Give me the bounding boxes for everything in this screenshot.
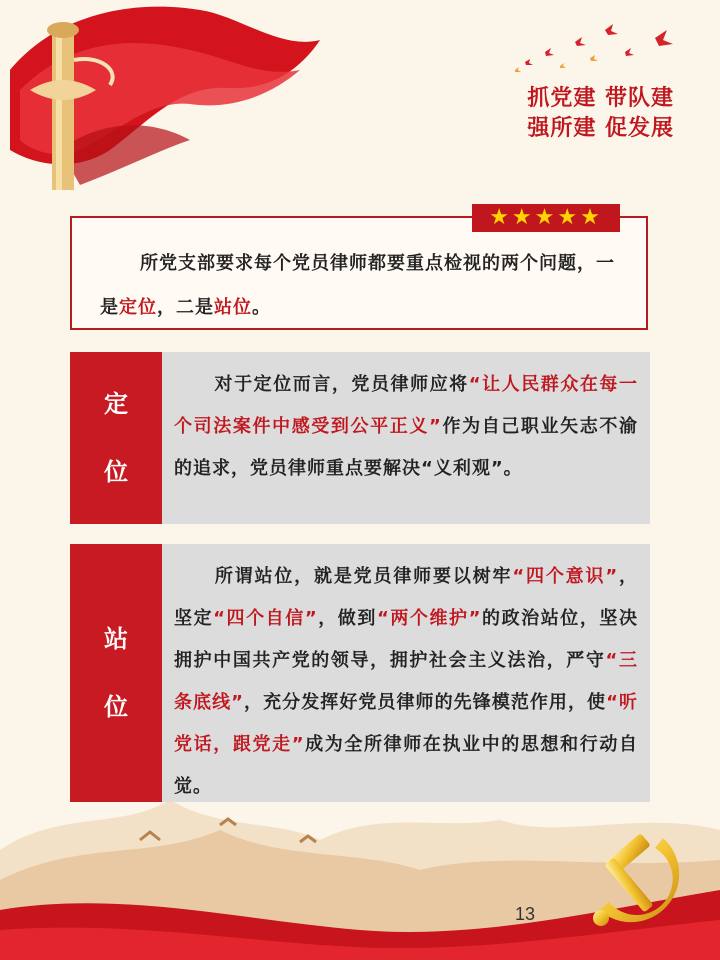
intro-text-part: 所党支部要求每个党员律师都要重点检视的两个问题，一是 <box>100 253 615 318</box>
intro-text <box>100 242 630 330</box>
doves-decoration <box>505 18 705 78</box>
slogan-line-2: 强所建 促发展 <box>527 116 674 141</box>
body-highlight: “四个意识” <box>512 566 619 587</box>
body-highlight: “让人民群众在每一个司法案件中感受到公平正义” <box>174 374 638 437</box>
intro-highlight-dingwei: 定位 <box>119 297 157 318</box>
label-char: 站 <box>104 625 128 653</box>
body-text: ，充分发挥好党员律师的先锋模范作用，使 <box>244 692 607 713</box>
five-stars-badge: ★★★★★ <box>472 204 620 232</box>
body-text: 作为自己职业矢志不渝的追求，党员律师重点要解决“义利观”。 <box>174 416 638 479</box>
body-highlight: “两个维护” <box>376 608 482 629</box>
body-highlight: “四个自信” <box>213 608 318 629</box>
section-body-dingwei <box>174 364 638 490</box>
label-char: 位 <box>104 458 128 486</box>
intro-text-part: ，二是 <box>157 297 214 318</box>
label-char: 位 <box>104 693 128 721</box>
intro-box <box>70 205 648 330</box>
hammer-sickle-emblem <box>575 820 695 940</box>
flag-pillar-decoration <box>0 0 340 200</box>
page-number: 13 <box>514 904 536 924</box>
intro-text-part: 。 <box>252 297 271 318</box>
body-text: 的政治站位，坚决拥护中国共产党的领导，拥护社会主义法治，严守 <box>174 608 639 671</box>
section-label-zhanwei <box>70 544 162 802</box>
intro-highlight-zhanwei: 站位 <box>214 297 252 318</box>
body-text: 成为全所律师在执业中的思想和行动自觉。 <box>174 734 638 797</box>
body-highlight: “三条底线” <box>174 650 638 713</box>
section-dingwei <box>70 352 650 524</box>
slogan <box>527 84 674 144</box>
body-highlight: “听党话，跟党走” <box>174 692 638 755</box>
body-text: 对于定位而言，党员律师应将 <box>214 374 469 395</box>
body-text: 所谓站位，就是党员律师要以树牢 <box>214 566 513 587</box>
section-zhanwei <box>70 544 650 802</box>
label-char: 定 <box>104 390 128 418</box>
slogan-line-1: 抓党建 带队建 <box>527 86 674 111</box>
body-text: ，坚定 <box>174 566 638 629</box>
body-text: ，做到 <box>317 608 377 629</box>
section-label-dingwei <box>70 352 162 524</box>
